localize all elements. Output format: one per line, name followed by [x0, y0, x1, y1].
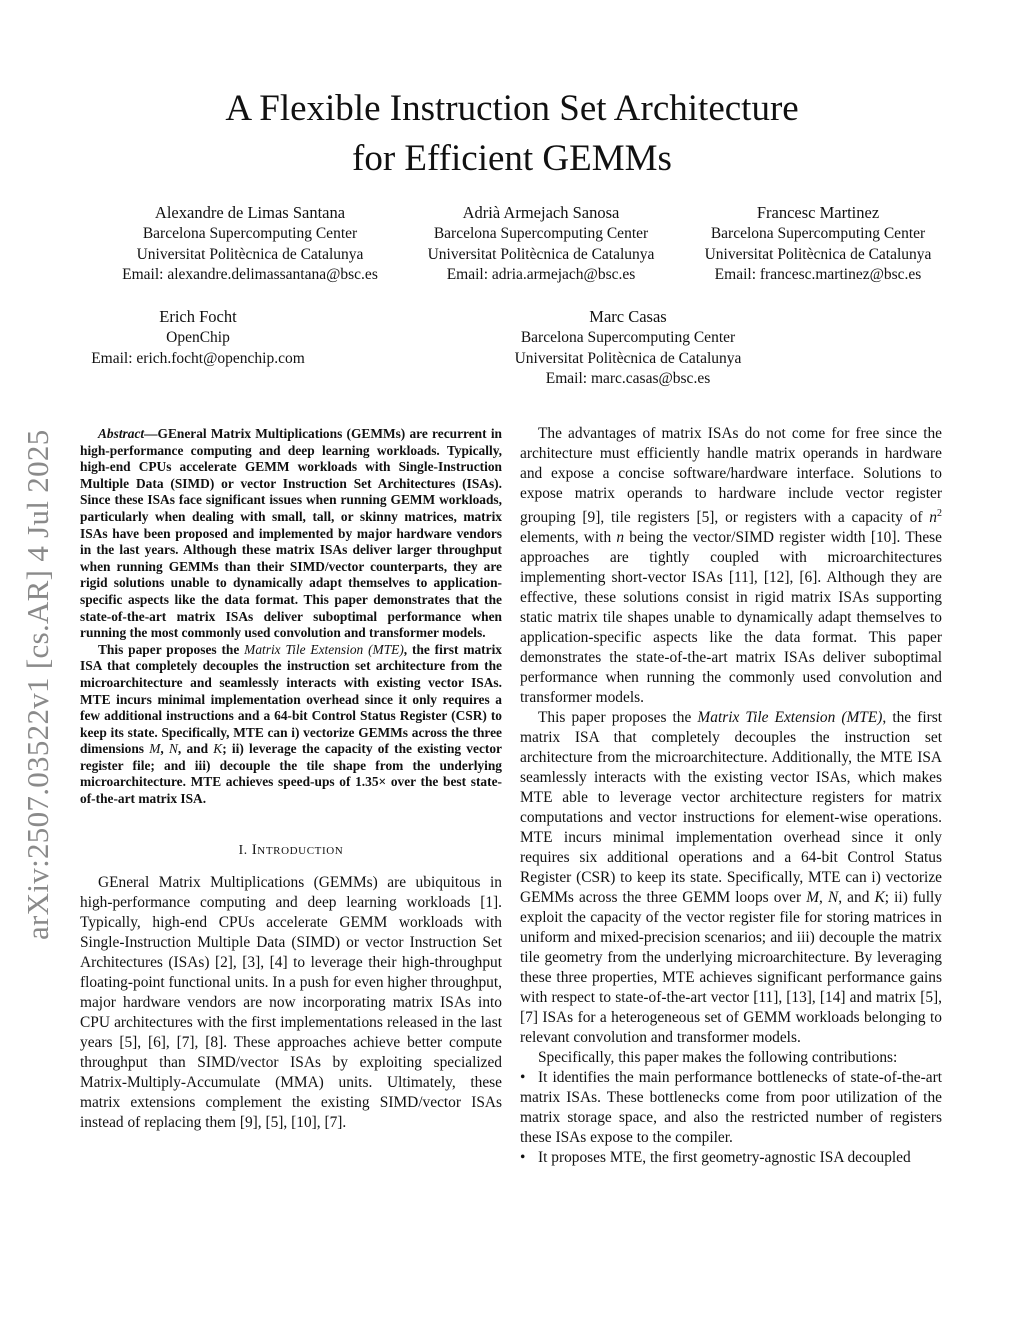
author-name: Adrià Armejach Sanosa: [462, 203, 620, 222]
title-line-1: A Flexible Instruction Set Architecture: [225, 88, 799, 129]
math-n: N: [168, 741, 178, 757]
body-text: ; ii) fully exploit the capacity of the vector register file for storing matrices in uniform and mixed-precision scenarios; and iii) decouple the matrix tile geometry from the underlying microarchitecture. By leveraging these three properties, MTE achieves significant performance gains with respect to state-of-the-art vector [11], [13], [14] and matrix [5], [7] ISAs for a heterogeneous set of GEMM workloads belonging to relevant convolution and transformer models.: [520, 889, 943, 1047]
author-name: Francesc Martinez: [756, 203, 880, 222]
body-emphasis: Matrix Tile Extension (MTE): [697, 709, 883, 727]
contribution-item-1: [520, 1068, 942, 1148]
author-affiliation: Universitat Politècnica de Catalunya: [514, 349, 742, 367]
author-affiliation: OpenChip: [166, 329, 230, 346]
author-name: Marc Casas: [589, 307, 667, 326]
author-email: Email: adria.armejach@bsc.es: [446, 266, 636, 283]
author-affiliation: Barcelona Supercomputing Center: [710, 225, 926, 242]
author-affiliation: Barcelona Supercomputing Center: [142, 225, 358, 242]
bullet-icon: •: [520, 1069, 526, 1087]
body-text: , and: [838, 889, 875, 907]
abstract-text: ; ii) leverage the capacity of the existing vector register file; and iii) decouple the tile shape from the underlying microarchitecture. MTE achieves speed-ups of 1.35× over the best state-of-the-art matrix ISA.: [80, 741, 502, 807]
author-name: Alexandre de Limas Santana: [154, 203, 346, 222]
body-text: This paper proposes the: [538, 709, 698, 727]
abstract-text: ,: [160, 741, 169, 757]
math-n: N: [827, 889, 839, 907]
author-affiliation: Universitat Politècnica de Catalunya: [704, 245, 932, 263]
body-text: , the first matrix ISA that completely decouples the instruction set architecture from the microarchitecture. Additionally, the MTE ISA seamlessly interacts with the existing vector ISAs, which makes MTE able to leverage vector architecture registers for matrix computations and vector instructions for element-wise operations. MTE incurs minimal implementation overhead since it only requires six additional operations and a 64-bit Control Status Register (CSR) to keep its state. Specifically, MTE can i) vectorize GEMMs across the three GEMM loops over: [520, 709, 943, 907]
author-5: [468, 306, 788, 390]
body-text: elements, with: [520, 529, 617, 547]
abstract-text: , the first matrix ISA that completely decouples the instruction set architecture from the microarchitecture and seamlessly interacts with existing vector ISAs. MTE incurs minimal implementation overhead since it only requires a few additional instructions and a 64-bit Control Status Register (CSR) to keep its state. Specifically, MTE can i) vectorize GEMMs across the three dimensions: [80, 641, 503, 757]
author-email: Email: erich.focht@openchip.com: [91, 349, 305, 367]
math-m: M: [149, 741, 161, 757]
section-number: I.: [238, 841, 252, 857]
math-m: M: [806, 889, 820, 907]
body-text: being the vector/SIMD register width [10]. These approaches are tightly coupled with microarchitectures implementing short-vector ISAs [11], [12], [6]. Although they are effective, these solutions consist in rigid matrix ISAs supporting static matrix tile shapes unable to dynamically adapt themselves to application-specific aspects like the data format. This paper demonstrates the state-of-the-art matrix ISAs deliver suboptimal performance when running the commonly used convolution and transformer models.: [520, 529, 942, 707]
abstract-text: , and: [177, 741, 214, 757]
math-k: K: [874, 889, 885, 907]
abstract-paragraph-2: [80, 642, 502, 808]
math-superscript: 2: [937, 508, 942, 519]
bullet-icon: •: [520, 1149, 526, 1167]
abstract-text: This paper proposes the: [98, 641, 245, 657]
abstract-text: —GEneral Matrix Multiplications (GEMMs) are recurrent in high-performance computing and deep learning workloads. Typically, high-end CPUs accelerate GEMM workloads with Single-Instruction Multiple Data (SIMD) or vector Instruction Set Architectures (ISAs). Since these ISAs face significant issues when running GEMM workloads, particularly when dealing with small, tall, or skinny matrices, matrix ISAs have been proposed and implemented by major hardware vendors in the last years. Although these matrix ISAs deliver larger throughput when running GEMMs than their SIMD/vector counterparts, they are rigid solutions unable to dynamically adapt themselves to application-specific aspects like the data format. This paper demonstrates that the state-of-the-art matrix ISAs deliver suboptimal performance when running the most commonly used convolution and transformer models.: [80, 426, 502, 641]
intro-paragraph-1: GEneral Matrix Multiplications (GEMMs) are ubiquitous in high-performance computing and deep learning workloads [1]. Typically, high-end CPUs accelerate GEMM workloads with Single-Instruction Multiple Data (SIMD) or vector Instruction Set Architectures (ISAs) [2], [3], [4] to leverage their high-throughput floating-point functional units. In a push for even higher throughput, major hardware vendors are now incorporating matrix ISAs into CPU architectures with the first implementations released in the last years [5], [6], [7], [8]. These approaches achieve better compute throughput than SIMD/vector ISAs by exploiting specialized Matrix-Multiply-Accumulate (MMA) units. Ultimately, these matrix extensions complement the existing SIMD/vector ISAs instead of replacing them [9], [5], [10], [7].: [80, 873, 502, 1131]
body-text: ,: [819, 889, 828, 907]
author-4: [38, 306, 358, 369]
author-3: [658, 202, 978, 286]
right-column: [520, 424, 942, 1168]
intro-paragraph-3: [520, 708, 942, 1048]
author-email: Email: francesc.martinez@bsc.es: [714, 266, 922, 283]
intro-paragraph-4: Specifically, this paper makes the following contributions:: [538, 1049, 898, 1067]
abstract-paragraph-1: [80, 426, 502, 642]
author-affiliation: Barcelona Supercomputing Center: [520, 329, 736, 346]
author-email: Email: alexandre.delimassantana@bsc.es: [122, 266, 378, 283]
intro-paragraph-2: [520, 424, 942, 708]
arxiv-watermark: arXiv:2507.03522v1 [cs.AR] 4 Jul 2025: [20, 429, 55, 940]
contribution-text: It identifies the main performance bottlenecks of state-of-the-art matrix ISAs. These bottlenecks come from poor utilization of the matrix storage space, and also the restricted number of registers these ISAs expose to the compiler.: [520, 1069, 942, 1147]
author-2: [381, 202, 701, 286]
author-affiliation: Universitat Politècnica de Catalunya: [136, 245, 364, 263]
contribution-item-2: [520, 1148, 942, 1168]
contribution-text: It proposes MTE, the first geometry-agnostic ISA decoupled: [538, 1149, 911, 1167]
author-name: Erich Focht: [159, 307, 237, 326]
abstract-emphasis: Matrix Tile Extension (MTE): [244, 641, 404, 657]
body-text: The advantages of matrix ISAs do not come for free since the architecture must efficiently handle matrix operands in hardware and expose a concise software/hardware interface. Solutions to expose matrix operands to hardware include vector register grouping [9], tile registers [5], or registers with a capacity of: [520, 425, 942, 527]
math-n: n: [616, 529, 625, 547]
section-heading: [80, 842, 502, 859]
author-email: Email: marc.casas@bsc.es: [545, 370, 711, 387]
paper-title: [0, 84, 1024, 184]
math-n: n: [929, 509, 937, 527]
title-line-2: for Efficient GEMMs: [352, 138, 672, 179]
abstract-label: Abstract: [98, 426, 145, 441]
math-k: K: [213, 741, 223, 757]
author-1: [90, 202, 410, 286]
section-title: Introduction: [251, 841, 344, 858]
author-affiliation: Universitat Politècnica de Catalunya: [427, 245, 655, 263]
left-column: [80, 426, 502, 1133]
author-affiliation: Barcelona Supercomputing Center: [433, 225, 649, 242]
